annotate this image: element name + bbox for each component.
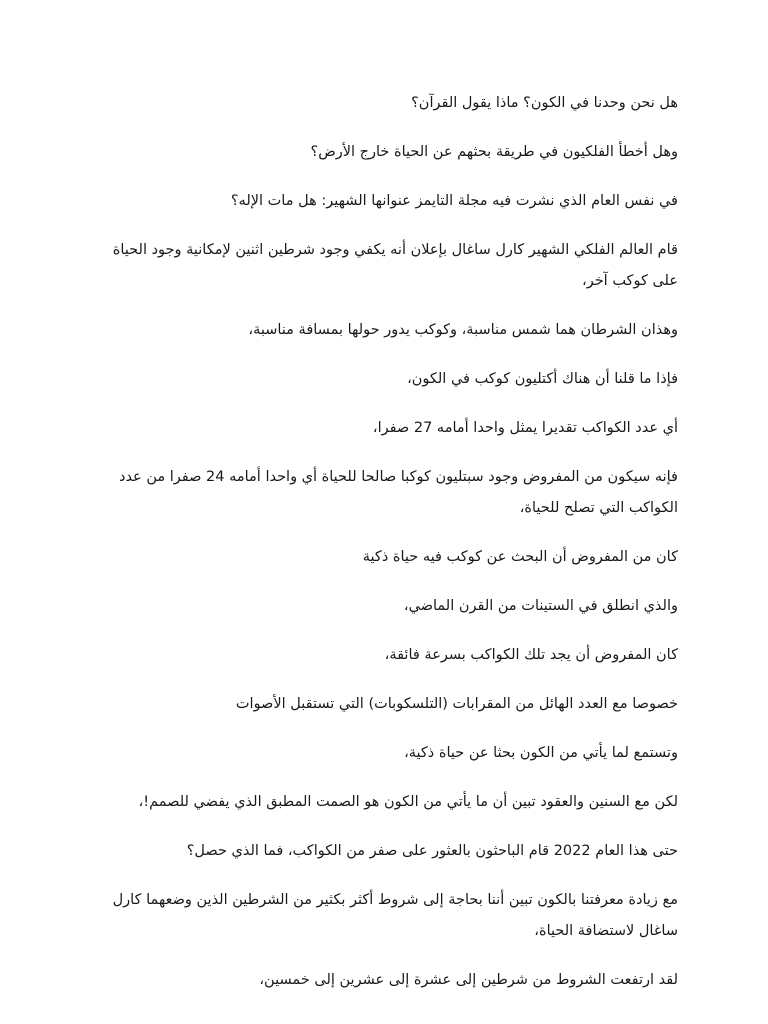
paragraph-12: خصوصا مع العدد الهائل من المقرابات (التلسكوبات) التي تستقبل الأصوات [235, 696, 678, 712]
paragraph-4: قام العالم الفلكي الشهير كارل ساغال بإعلان أنه يكفي وجود شرطين اثنين لإمكانية وجود الحياة على كوكب آخر، [112, 242, 678, 289]
paragraph-10: والذي انطلق في الستينات من القرن الماضي، [403, 598, 678, 614]
paragraph-15: حتى هذا العام 2022 قام الباحثون بالعثور على صفر من الكواكب، فما الذي حصل؟ [186, 843, 678, 859]
paragraph-14: لكن مع السنين والعقود تبين أن ما يأتي من الكون هو الصمت المطبق الذي يفضي للصمم!، [138, 794, 678, 810]
paragraph-16: مع زيادة معرفتنا بالكون تبين أننا بحاجة إلى شروط أكثر بكثير من الشرطين الذين وضعهما كارل ساغال لاستضافة الحياة، [112, 892, 678, 939]
paragraph-11: كان المفروض أن يجد تلك الكواكب بسرعة فائقة، [384, 647, 678, 663]
paragraph-6: فإذا ما قلنا أن هناك أكتليون كوكب في الكون، [407, 371, 678, 387]
paragraph-2: وهل أخطأ الفلكيون في طريقة بحثهم عن الحياة خارج الأرض؟ [310, 144, 678, 160]
paragraph-17: لقد ارتفعت الشروط من شرطين إلى عشرة إلى عشرين إلى خمسين، [259, 972, 678, 988]
paragraph-13: وتستمع لما يأتي من الكون بحثا عن حياة ذكية، [404, 745, 678, 761]
paragraph-8: فإنه سيكون من المفروض وجود سبتليون كوكبا صالحا للحياة أي واحدا أمامه 24 صفرا من عدد الكواكب التي تصلح للحياة، [118, 469, 678, 516]
paragraph-7: أي عدد الكواكب تقديرا يمثل واحدا أمامه 27 صفرا، [372, 420, 678, 436]
paragraph-5: وهذان الشرطان هما شمس مناسبة، وكوكب يدور حولها بمسافة مناسبة، [248, 322, 678, 338]
paragraph-9: كان من المفروض أن البحث عن كوكب فيه حياة ذكية [362, 549, 678, 565]
paragraph-1: هل نحن وحدنا في الكون؟ ماذا يقول القرآن؟ [411, 95, 678, 111]
paragraph-3: في نفس العام الذي نشرت فيه مجلة التايمز عنوانها الشهير: هل مات الإله؟ [230, 193, 678, 209]
